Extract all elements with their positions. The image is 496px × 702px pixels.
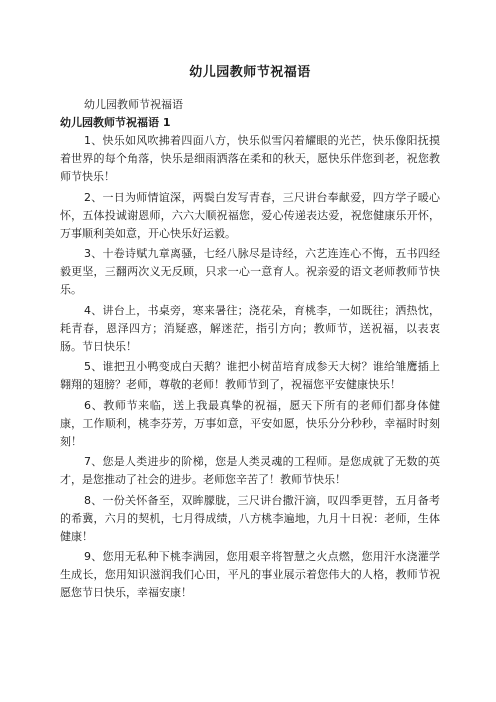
blessing-paragraph-7: 7、您是人类进步的阶梯，您是人类灵魂的工程师。是您成就了无数的英才，是您推动了社会的进步。老师您辛苦了！教师节快乐！ [60,455,440,486]
section-heading: 幼儿园教师节祝福语 1 [60,116,171,129]
blessing-paragraph-6: 6、教师节来临，送上我最真挚的祝福，愿天下所有的老师们都身体健康，工作顺利，桃李芬芳，万事如意，平安如愿，快乐分分秒秒，幸福时时刻刻！ [60,398,440,448]
blessing-paragraph-4: 4、讲台上，书桌旁，寒来暑往；浇花朵，育桃李，一如既往；洒热忱，耗青春，恩泽四方；消疑惑，解迷茫，指引方向；教师节，送祝福，以表衷肠。节日快乐！ [60,303,440,353]
blessing-paragraph-3: 3、十卷诗赋九章离骚，七经八脉尽是诗经，六艺连连心不悔，五书四经毅更坚，三翻两次义无反顾，只求一心一意育人。祝亲爱的语文老师教师节快乐。 [60,247,440,296]
document-subtitle: 幼儿园教师节祝福语 [84,98,183,111]
blessing-paragraph-2: 2、一日为师情谊深，两鬓白发写青春，三尺讲台奉献爱，四方学子暖心怀，五体投诚谢恩师，六六大顺祝福您，爱心传递表达爱，祝您健康乐开怀，万事顺利美如意，开心快乐好运毅。 [60,190,440,240]
blessing-paragraph-5: 5、谁把丑小鸭变成白天鹅？谁把小树苗培育成参天大树？谁给雏鹰插上翱翔的翅膀？老师，尊敬的老师！教师节到了，祝福您平安健康快乐！ [60,360,440,391]
document-title: 幼儿园教师节祝福语 [189,65,311,80]
blessing-paragraph-9: 9、您用无私种下桃李满园，您用艰辛将智慧之火点燃，您用汗水浇灌学生成长，您用知识滋润我们心田，平凡的事业展示着您伟大的人格，教师节祝愿您节日快乐，幸福安康！ [60,550,440,599]
blessing-paragraph-8: 8、一份关怀备至，双眸朦胧，三尺讲台撒汗滴，叹四季更替，五月备考的希冀，六月的契机，七月得成绩，八方桃李遍地，九月十日祝：老师，生体健康！ [60,493,440,543]
blessing-paragraph-1: 1、快乐如风吹拂着四面八方，快乐似雪闪着耀眼的光芒，快乐像阳抚摸着世界的每个角落，快乐是细雨洒落在柔和的秋天，愿快乐伴您到老，祝您教师节快乐！ [60,134,440,183]
